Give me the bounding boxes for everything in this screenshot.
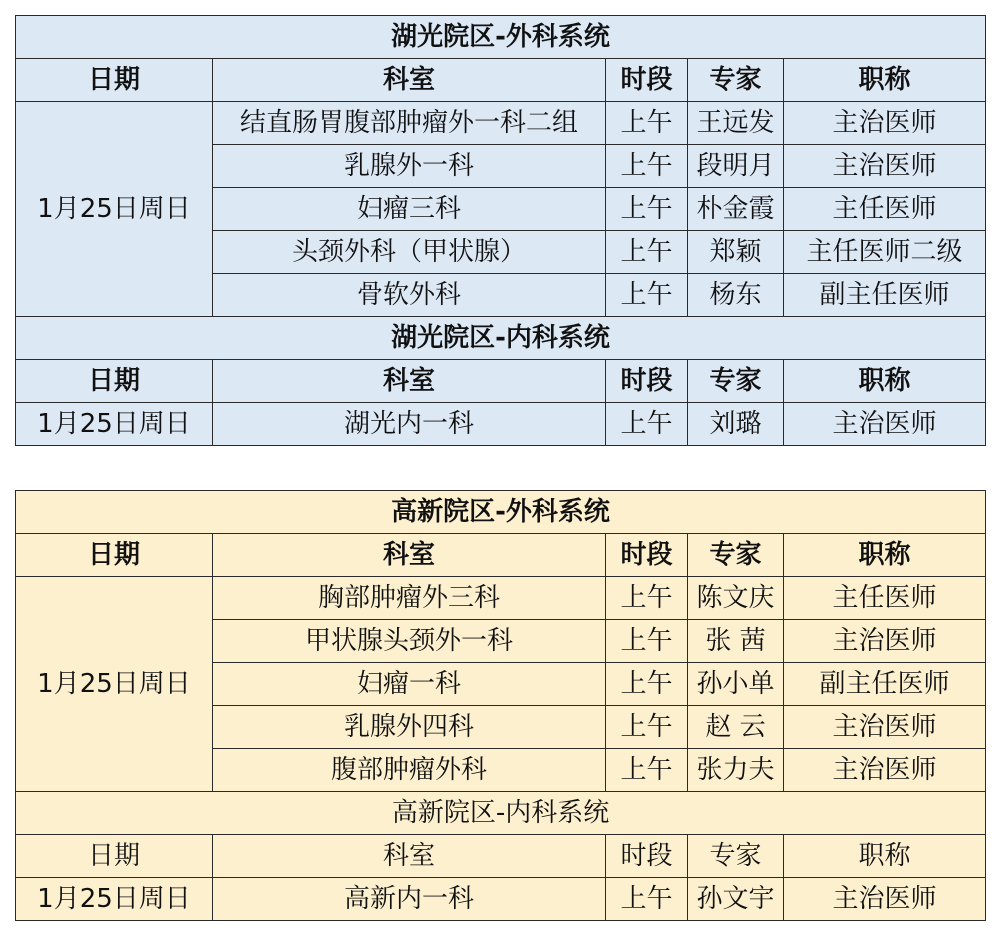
title-cell: 主治医师	[784, 749, 986, 792]
header-expert: 专家	[688, 835, 784, 878]
slot-cell: 上午	[606, 878, 688, 921]
header-date: 日期	[16, 835, 213, 878]
header-date: 日期	[16, 360, 213, 403]
header-row	[16, 835, 986, 878]
dept-cell: 高新内一科	[213, 878, 606, 921]
slot-cell: 上午	[606, 749, 688, 792]
title-cell: 副主任医师	[784, 663, 986, 706]
dept-cell: 腹部肿瘤外科	[213, 749, 606, 792]
header-row	[16, 534, 986, 577]
header-date: 日期	[16, 59, 213, 102]
dept-cell: 头颈外科（甲状腺）	[213, 231, 606, 274]
header-slot: 时段	[606, 59, 688, 102]
slot-cell: 上午	[606, 188, 688, 231]
title-cell: 主治医师	[784, 145, 986, 188]
section-title: 高新院区-外科系统	[16, 491, 986, 534]
header-dept: 科室	[213, 59, 606, 102]
header-title: 职称	[784, 360, 986, 403]
dept-cell: 妇瘤三科	[213, 188, 606, 231]
title-cell: 主治医师	[784, 878, 986, 921]
section-title-row	[16, 16, 986, 59]
expert-cell: 郑颖	[688, 231, 784, 274]
expert-cell: 陈文庆	[688, 577, 784, 620]
header-date: 日期	[16, 534, 213, 577]
header-dept: 科室	[213, 835, 606, 878]
slot-cell: 上午	[606, 274, 688, 317]
date-cell: 1月25日周日	[16, 577, 213, 792]
title-cell: 副主任医师	[784, 274, 986, 317]
slot-cell: 上午	[606, 231, 688, 274]
header-expert: 专家	[688, 360, 784, 403]
dept-cell: 胸部肿瘤外三科	[213, 577, 606, 620]
header-expert: 专家	[688, 534, 784, 577]
header-dept: 科室	[213, 360, 606, 403]
section-title-row	[16, 792, 986, 835]
header-title: 职称	[784, 59, 986, 102]
title-cell: 主任医师二级	[784, 231, 986, 274]
dept-cell: 湖光内一科	[213, 403, 606, 446]
dept-cell: 骨软外科	[213, 274, 606, 317]
header-title: 职称	[784, 534, 986, 577]
expert-cell: 段明月	[688, 145, 784, 188]
date-cell: 1月25日周日	[16, 878, 213, 921]
title-cell: 主任医师	[784, 188, 986, 231]
section-title-row	[16, 491, 986, 534]
slot-cell: 上午	[606, 620, 688, 663]
expert-cell: 朴金霞	[688, 188, 784, 231]
slot-cell: 上午	[606, 663, 688, 706]
expert-cell: 孙小单	[688, 663, 784, 706]
header-row	[16, 59, 986, 102]
table-row	[16, 577, 986, 620]
dept-cell: 乳腺外一科	[213, 145, 606, 188]
header-title: 职称	[784, 835, 986, 878]
section-title: 湖光院区-内科系统	[16, 317, 986, 360]
date-cell: 1月25日周日	[16, 102, 213, 317]
section-title: 湖光院区-外科系统	[16, 16, 986, 59]
header-slot: 时段	[606, 360, 688, 403]
expert-cell: 张 茜	[688, 620, 784, 663]
date-cell: 1月25日周日	[16, 403, 213, 446]
section-title-row	[16, 317, 986, 360]
title-cell: 主治医师	[784, 706, 986, 749]
expert-cell: 赵 云	[688, 706, 784, 749]
huguang-schedule-table	[15, 15, 986, 446]
slot-cell: 上午	[606, 102, 688, 145]
header-slot: 时段	[606, 534, 688, 577]
slot-cell: 上午	[606, 577, 688, 620]
dept-cell: 妇瘤一科	[213, 663, 606, 706]
dept-cell: 乳腺外四科	[213, 706, 606, 749]
header-dept: 科室	[213, 534, 606, 577]
slot-cell: 上午	[606, 145, 688, 188]
slot-cell: 上午	[606, 403, 688, 446]
expert-cell: 张力夫	[688, 749, 784, 792]
expert-cell: 孙文宇	[688, 878, 784, 921]
dept-cell: 结直肠胃腹部肿瘤外一科二组	[213, 102, 606, 145]
table-row	[16, 403, 986, 446]
title-cell: 主治医师	[784, 403, 986, 446]
expert-cell: 刘璐	[688, 403, 784, 446]
title-cell: 主治医师	[784, 620, 986, 663]
gaoxin-schedule-table	[15, 490, 986, 921]
header-slot: 时段	[606, 835, 688, 878]
title-cell: 主治医师	[784, 102, 986, 145]
expert-cell: 王远发	[688, 102, 784, 145]
slot-cell: 上午	[606, 706, 688, 749]
title-cell: 主任医师	[784, 577, 986, 620]
header-expert: 专家	[688, 59, 784, 102]
table-row	[16, 878, 986, 921]
table-row	[16, 102, 986, 145]
expert-cell: 杨东	[688, 274, 784, 317]
dept-cell: 甲状腺头颈外一科	[213, 620, 606, 663]
header-row	[16, 360, 986, 403]
section-title: 高新院区-内科系统	[16, 792, 986, 835]
